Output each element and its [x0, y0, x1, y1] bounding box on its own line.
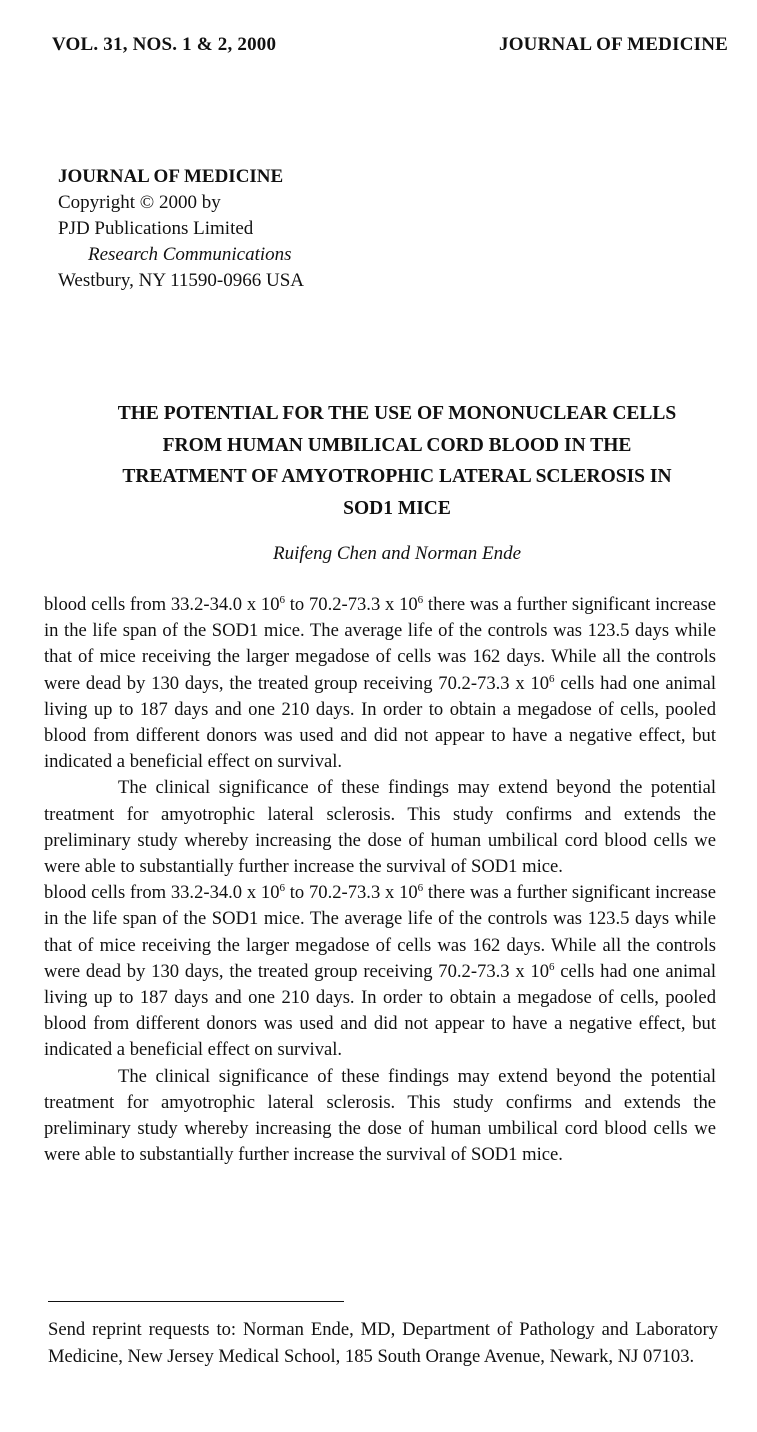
imprint-name: Research Communications — [88, 244, 292, 265]
publisher-name: PJD Publications Limited — [58, 218, 254, 239]
title-line: FROM HUMAN UMBILICAL CORD BLOOD IN THE — [162, 434, 632, 456]
running-header — [52, 34, 728, 60]
body-paragraph: blood cells from 33.2-34.0 x $10^6$ to 70.2-73.3 x $10^6$ there was a further significant increase in the life span of the SOD1 mice. The average life of the controls was 123.5 days while that of mice receiving the larger megadose of cells was 162 days. While all the controls were dead by 130 days, the treated group receiving 70.2-73.3 x $10^6$ cells had one animal living up to 187 days and one 210 days. In order to obtain a megadose of cells, pooled blood from different donors was used and did not appear to have a negative effect, but indicated a beneficial effect on survival. — [44, 882, 717, 1061]
publisher-address: Westbury, NY 11590-0966 USA — [58, 270, 304, 291]
copyright-line: Copyright © 2000 by — [58, 192, 221, 213]
body-paragraph: The clinical significance of these findings may extend beyond the potential treatment for amyotrophic lateral sclerosis. This study confirms and extends the preliminary study whereby increasing the dose of human umbilical cord blood cells we were able to substantially further increase the survival of SOD1 mice. — [44, 1065, 716, 1166]
volume-info: VOL. 31, NOS. 1 & 2, 2000 — [52, 34, 277, 55]
title-line: THE POTENTIAL FOR THE USE OF MONONUCLEAR CELLS — [117, 403, 677, 424]
footnote-divider — [48, 1301, 344, 1302]
title-line: SOD1 MICE — [343, 497, 451, 519]
footnote: Send reprint requests to: Norman Ende, MD, Department of Pathology and Laboratory Medicine, New Jersey Medical School, 185 South Orange Avenue, Newark, NJ 07103. — [48, 1319, 718, 1367]
body-paragraph: blood cells from 33.2-34.0 x $10^6$ to 70.2-73.3 x $10^6$ there was a further significant increase in the life span of the SOD1 mice. The average life of the controls was 123.5 days while that of mice receiving the larger megadose of cells was 162 days. While all the controls were dead by 130 days, the treated group receiving 70.2-73.3 x $10^6$ cells had one animal living up to 187 days and one 210 days. In order to obtain a megadose of cells, pooled blood from different donors was used and did not appear to have a negative effect, but indicated a beneficial effect on survival. — [44, 594, 717, 773]
journal-name-header: JOURNAL OF MEDICINE — [499, 34, 728, 55]
publisher-journal: JOURNAL OF MEDICINE — [58, 166, 284, 187]
body-paragraph: The clinical significance of these findings may extend beyond the potential treatment for amyotrophic lateral sclerosis. This study confirms and extends the preliminary study whereby increasing the dose of human umbilical cord blood cells we were able to substantially further increase the survival of SOD1 mice. — [44, 777, 716, 878]
publisher-block — [58, 164, 304, 294]
title-line: TREATMENT OF AMYOTROPHIC LATERAL SCLEROSIS IN — [122, 466, 672, 487]
article-body — [44, 592, 716, 1168]
article-title — [52, 398, 742, 524]
article-authors: Ruifeng Chen and Norman Ende — [272, 543, 522, 564]
